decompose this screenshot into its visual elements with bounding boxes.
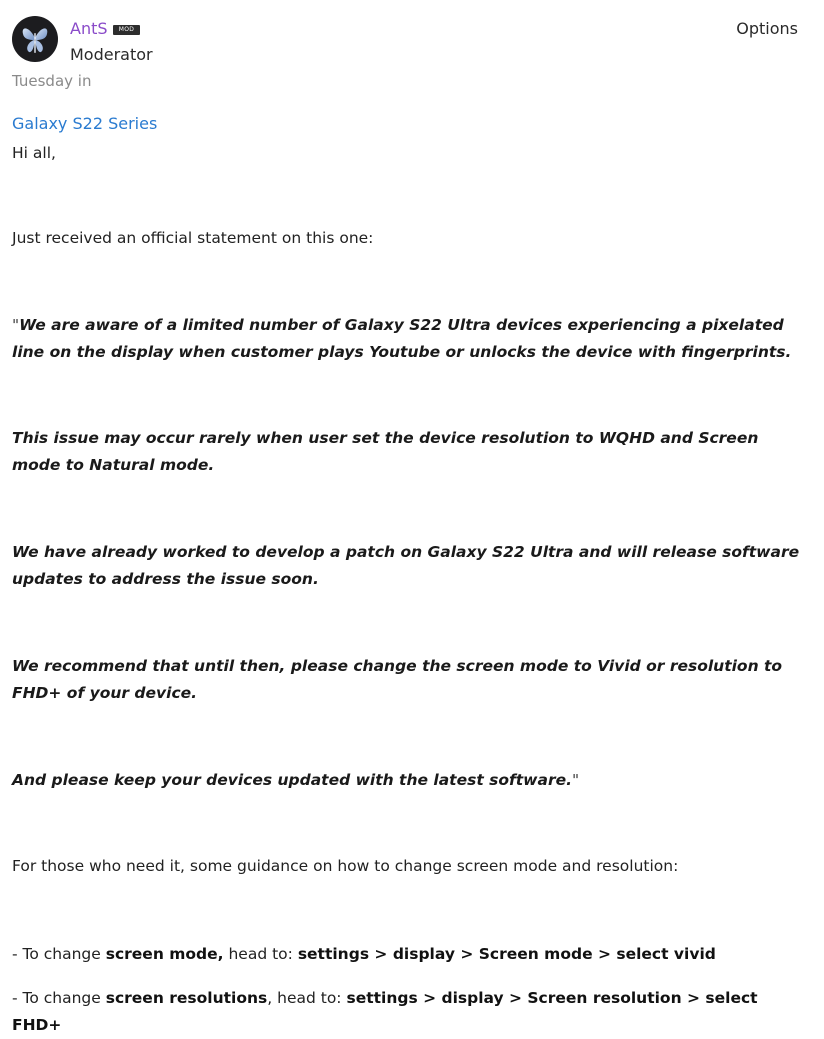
step-subject: screen resolutions [105, 989, 268, 1007]
step-screen-resolution [12, 985, 812, 1039]
step-path: settings > display > Screen resolution > select FHD+ [12, 989, 758, 1034]
step-mid: , head to: [267, 989, 347, 1007]
step-prefix: - To change [12, 989, 106, 1007]
greeting: Hi all, [12, 144, 56, 162]
moderator-badge: MOD [113, 25, 140, 35]
butterfly-icon [12, 16, 58, 62]
avatar[interactable] [12, 16, 58, 62]
quote-paragraph-4: We recommend that until then, please change the screen mode to Vivid or resolution to FHD+ of your device. [12, 657, 783, 702]
author-role: Moderator [70, 45, 153, 64]
step-mid: head to: [223, 945, 298, 963]
step-path: settings > display > Screen mode > select vivid [297, 945, 716, 963]
quote-paragraph-1 [12, 312, 812, 366]
quote-paragraph-3: We have already worked to develop a patch on Galaxy S22 Ultra and will release software updates to address the issue soon. [12, 543, 800, 588]
board-link[interactable]: Galaxy S22 Series [12, 114, 158, 133]
post-date: Tuesday in [12, 72, 92, 90]
options-menu[interactable]: Options [736, 19, 798, 38]
author-name[interactable]: AntS [70, 19, 108, 38]
step-prefix: - To change [12, 945, 106, 963]
quote-close-mark: " [571, 771, 580, 789]
step-screen-mode [12, 941, 812, 968]
quote-paragraph-2: This issue may occur rarely when user set the device resolution to WQHD and Screen mode to Natural mode. [12, 429, 759, 474]
step-subject: screen mode, [105, 945, 224, 963]
quote-text-1: We are aware of a limited number of Galaxy S22 Ultra devices experiencing a pixelated line on the display when customer plays Youtube or unlocks the device with fingerprints. [12, 316, 792, 361]
quote-paragraph-5 [12, 767, 812, 794]
guidance-text: For those who need it, some guidance on how to change screen mode and resolution: [12, 857, 679, 875]
intro-text: Just received an official statement on this one: [12, 229, 374, 247]
quote-open-mark: " [12, 316, 20, 334]
quote-text-5: And please keep your devices updated with the latest software. [12, 771, 572, 789]
